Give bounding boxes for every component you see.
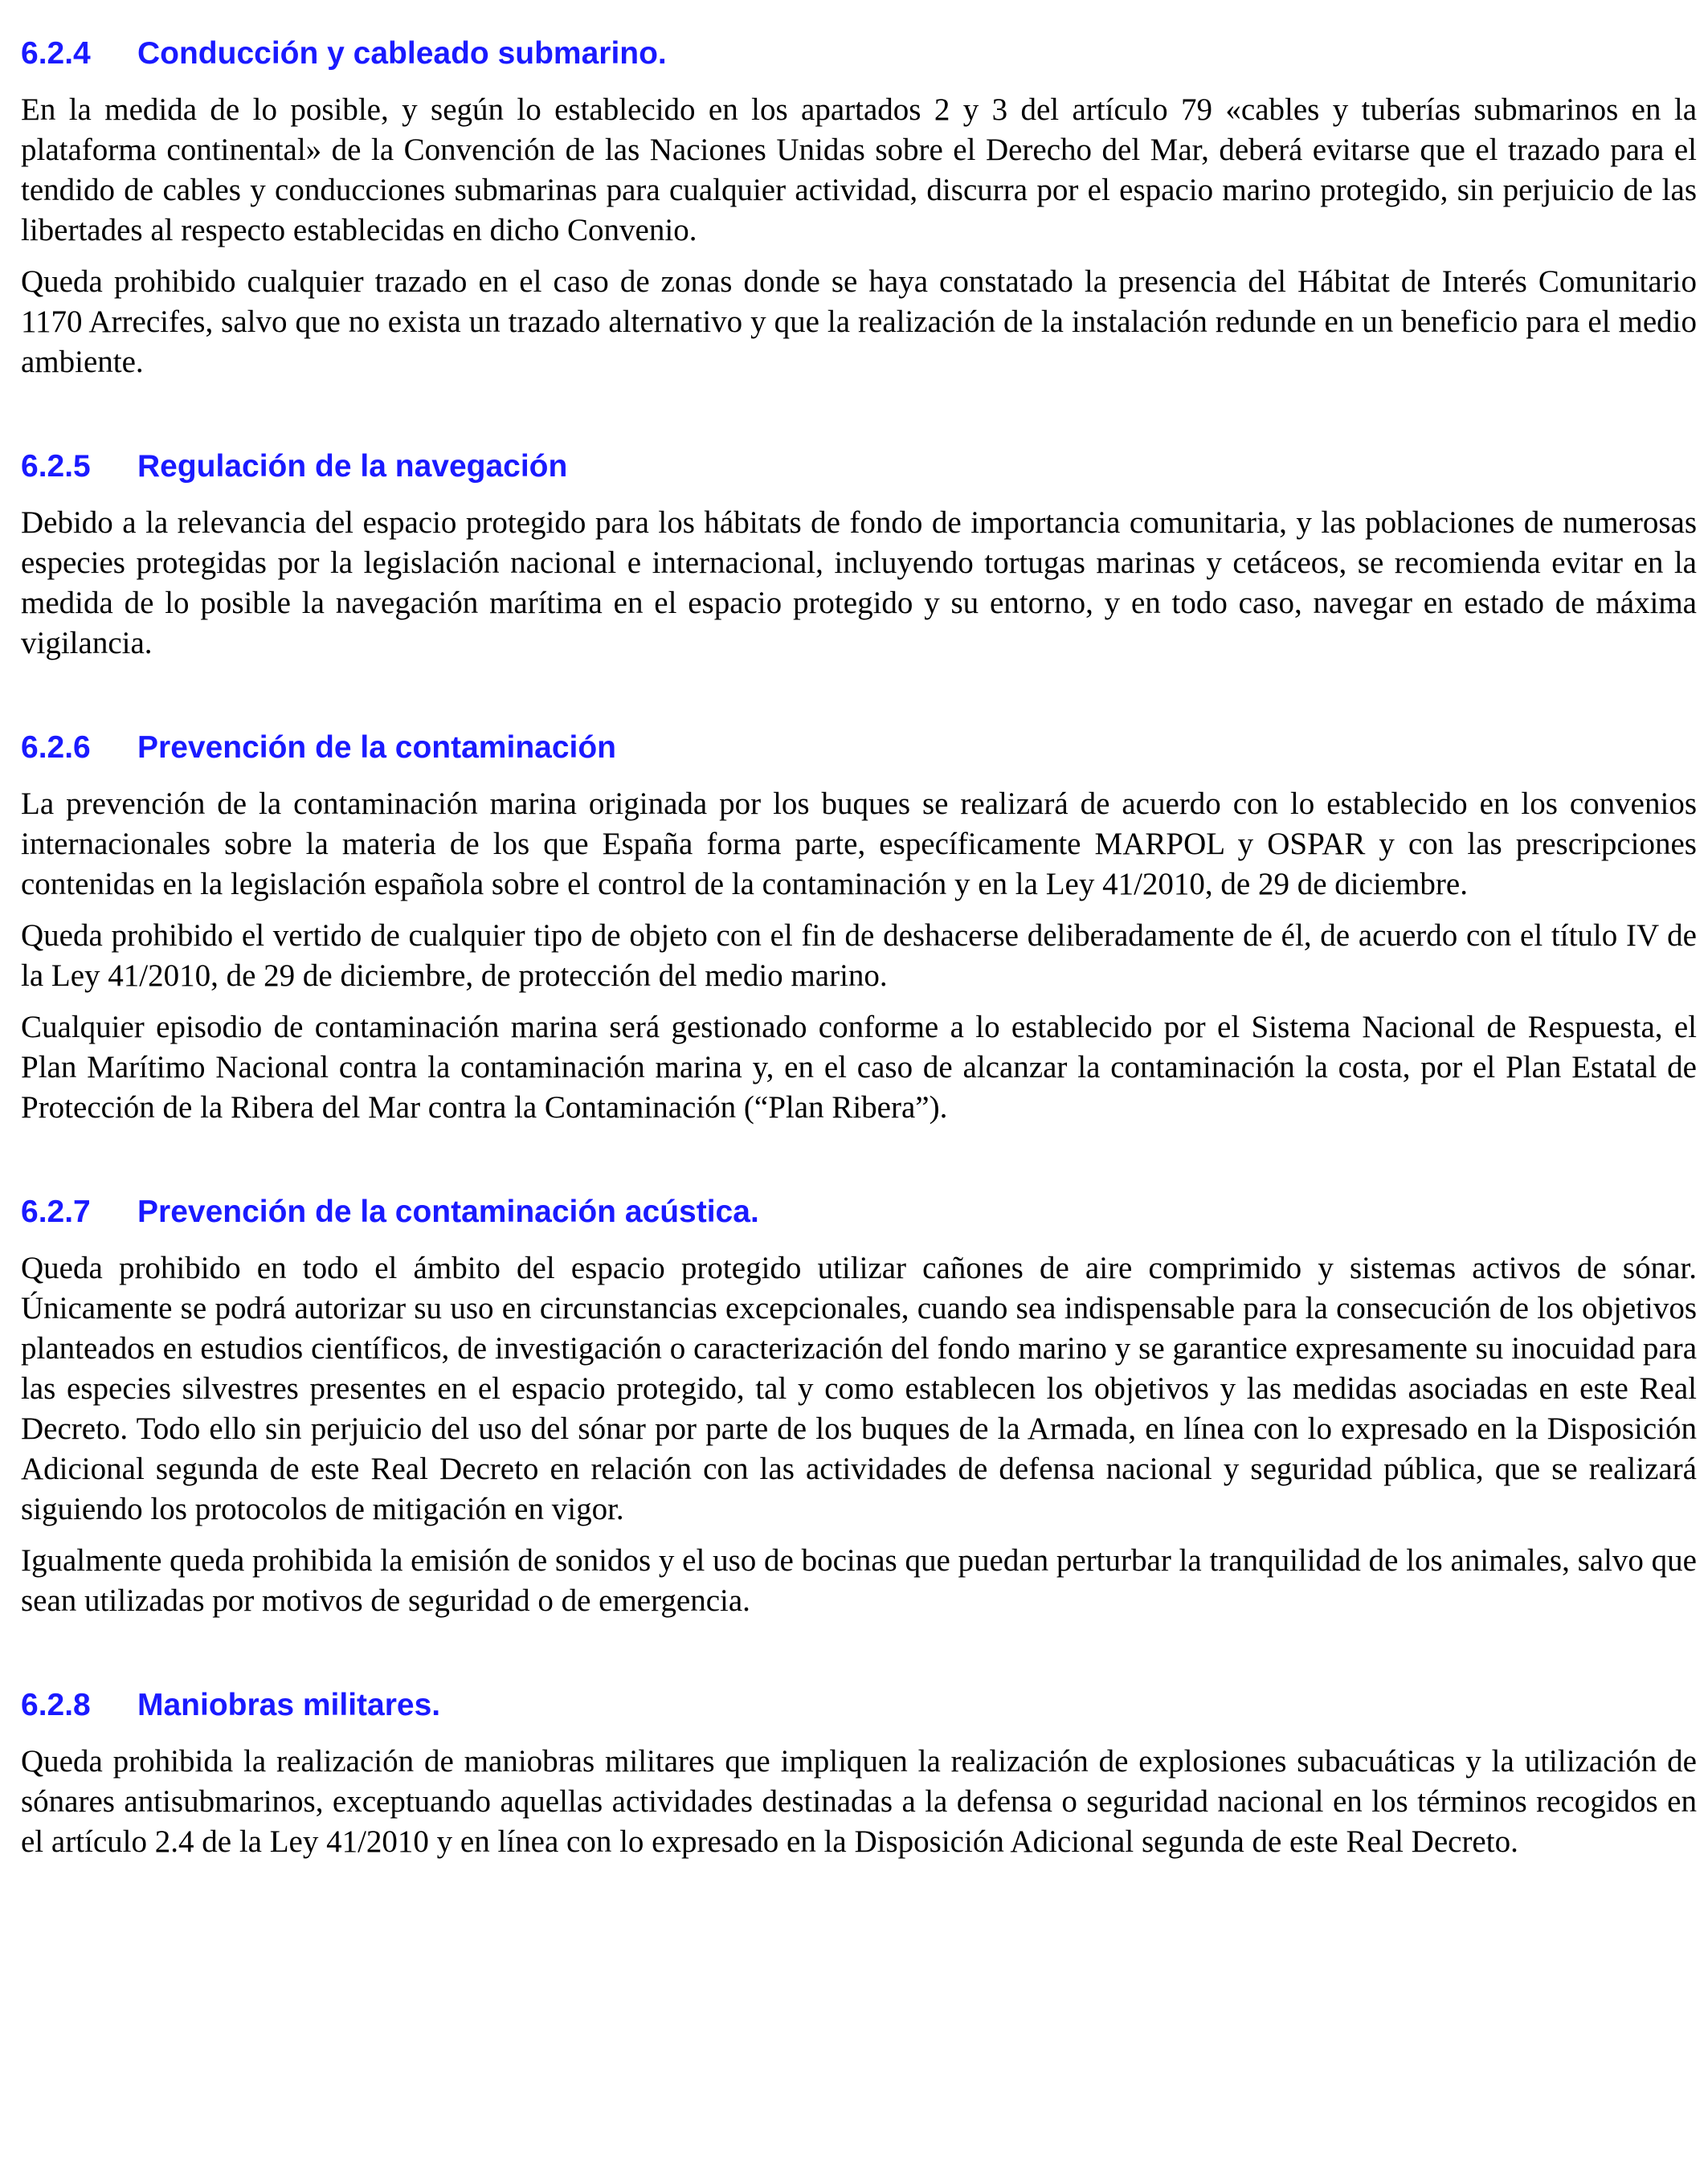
section-heading <box>21 726 1697 770</box>
section-title: Conducción y cableado submarino. <box>137 36 667 71</box>
paragraph: En la medida de lo posible, y según lo establecido en los apartados 2 y 3 del artículo 79 «cables y tuberías submarinos en la plataforma continental» de la Convención de las Naciones Unidas sobre el Derecho del Mar, deberá evitarse que el trazado para el tendido de cables y conducciones submarinas para cualquier actividad, discurra por el espacio marino protegido, sin perjuicio de las libertades al respecto establecidas en dicho Convenio. <box>21 92 1697 247</box>
section-6-2-5 <box>21 445 1697 664</box>
section-6-2-4 <box>21 32 1697 382</box>
section-title: Prevención de la contaminación acústica. <box>137 1195 759 1229</box>
section-number: 6.2.7 <box>21 1195 91 1229</box>
section-6-2-6 <box>21 726 1697 1128</box>
section-title: Prevención de la contaminación <box>137 730 617 765</box>
section-heading <box>21 1684 1697 1727</box>
section-6-2-8 <box>21 1684 1697 1862</box>
section-heading <box>21 1191 1697 1234</box>
paragraph: Queda prohibido en todo el ámbito del espacio protegido utilizar cañones de aire comprimido y sistemas activos de sónar. Únicamente se podrá autorizar su uso en circunstancias excepcionales, cuando sea indispensable para la consecución de los objetivos planteados en estudios científicos, de investigación o caracterización del fondo marino y se garantice expresamente su inocuidad para las especies silvestres presentes en el espacio protegido, tal y como establecen los objetivos y las medidas asociadas en este Real Decreto. Todo ello sin perjuicio del uso del sónar por parte de los buques de la Armada, en línea con lo expresado en la Disposición Adicional segunda de este Real Decreto en relación con las actividades de defensa nacional y seguridad pública, que se realizará siguiendo los protocolos de mitigación en vigor. <box>21 1251 1697 1526</box>
section-6-2-7 <box>21 1191 1697 1621</box>
paragraph: Igualmente queda prohibida la emisión de sonidos y el uso de bocinas que puedan perturbar la tranquilidad de los animales, salvo que sean utilizadas por motivos de seguridad o de emergencia. <box>21 1543 1697 1618</box>
paragraph: Queda prohibido cualquier trazado en el caso de zonas donde se haya constatado la presencia del Hábitat de Interés Comunitario 1170 Arrecifes, salvo que no exista un trazado alternativo y que la realización de la instalación redunde en un beneficio para el medio ambiente. <box>21 264 1697 379</box>
section-heading <box>21 32 1697 76</box>
document-page <box>21 32 1697 1925</box>
paragraph: Cualquier episodio de contaminación marina será gestionado conforme a lo establecido por el Sistema Nacional de Respuesta, el Plan Marítimo Nacional contra la contaminación marina y, en el caso de alcanzar la contaminación la costa, por el Plan Estatal de Protección de la Ribera del Mar contra la Contaminación (“Plan Ribera”). <box>21 1010 1697 1125</box>
section-heading <box>21 445 1697 488</box>
paragraph: La prevención de la contaminación marina originada por los buques se realizará de acuerdo con lo establecido en los convenios internacionales sobre la materia de los que España forma parte, específicamente MARPOL y OSPAR y con las prescripciones contenidas en la legislación española sobre el control de la contaminación y en la Ley 41/2010, de 29 de diciembre. <box>21 786 1697 901</box>
section-number: 6.2.8 <box>21 1688 91 1722</box>
paragraph: Queda prohibida la realización de maniobras militares que impliquen la realización de explosiones subacuáticas y la utilización de sónares antisubmarinos, exceptuando aquellas actividades destinadas a la defensa o seguridad nacional en los términos recogidos en el artículo 2.4 de la Ley 41/2010 y en línea con lo expresado en la Disposición Adicional segunda de este Real Decreto. <box>21 1744 1697 1859</box>
section-title: Regulación de la navegación <box>137 449 568 484</box>
section-number: 6.2.6 <box>21 730 91 765</box>
paragraph: Queda prohibido el vertido de cualquier tipo de objeto con el fin de deshacerse deliberadamente de él, de acuerdo con el título IV de la Ley 41/2010, de 29 de diciembre, de protección del medio marino. <box>21 918 1697 993</box>
section-number: 6.2.5 <box>21 449 91 484</box>
section-title: Maniobras militares. <box>137 1688 441 1722</box>
section-number: 6.2.4 <box>21 36 91 71</box>
paragraph: Debido a la relevancia del espacio protegido para los hábitats de fondo de importancia comunitaria, y las poblaciones de numerosas especies protegidas por la legislación nacional e internacional, incluyendo tortugas marinas y cetáceos, se recomienda evitar en la medida de lo posible la navegación marítima en el espacio protegido y su entorno, y en todo caso, navegar en estado de máxima vigilancia. <box>21 505 1697 660</box>
